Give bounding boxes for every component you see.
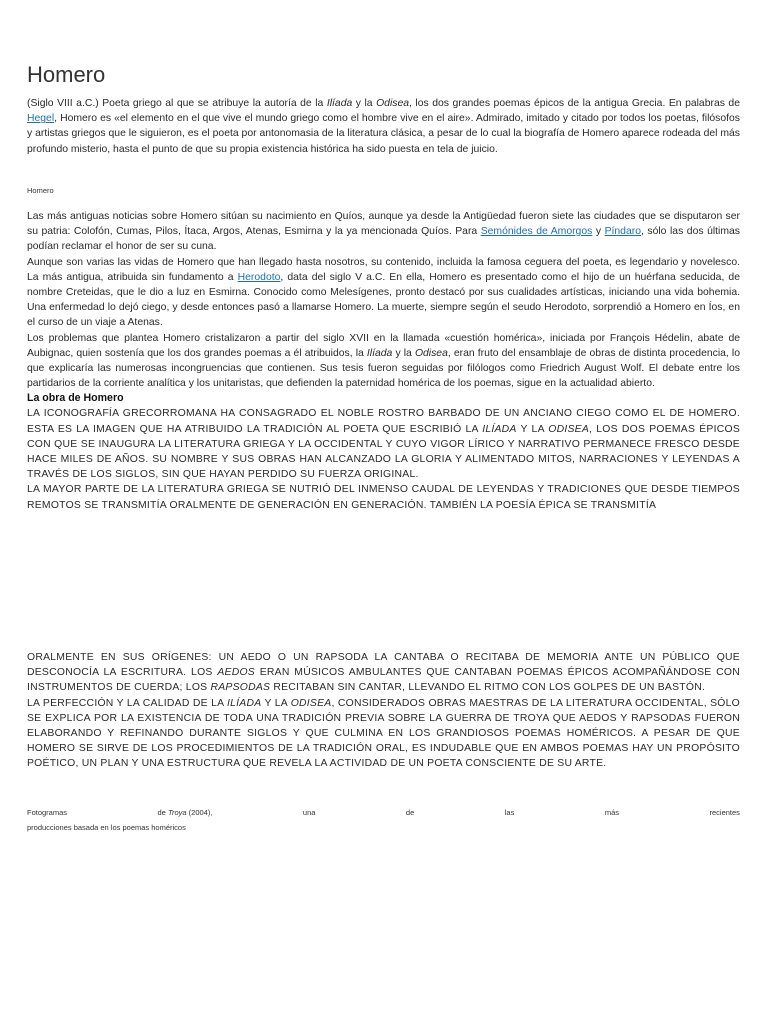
article-body (27, 209, 740, 513)
intro-paragraph (27, 96, 740, 157)
text: , los dos grandes poemas épicos de la antigua Grecia. En palabras de (409, 98, 740, 109)
text: , sólo las dos últimas podían reclamar el honor de ser su cuna. (27, 226, 740, 253)
text: LA PERFECCIÓN Y LA CALIDAD DE LA (27, 697, 227, 709)
text-italic: Troya (167, 808, 187, 817)
caption-line-2: producciones basada en los poemas homéricos (27, 823, 186, 832)
text: y (592, 226, 605, 238)
text-italic: ODISEA (290, 697, 332, 709)
text: y la (392, 347, 415, 359)
photo-caption (27, 805, 740, 835)
text: , CONSIDERADOS OBRAS MAESTRAS DE LA LITERATURA OCCIDENTAL, SÓLO SE EXPLICA POR LA EXISTENCIA DE TODA UNA TRADICIÓN PREVIA SOBRE LA GUERRA DE TROYA QUE AEDOS Y RAPSODAS FUERON ELABORANDO Y REFINANDO DURANTE SIGLOS Y QUE CULMINA EN LOS GRANDIOSOS POEMAS HOMÉRICOS. A PESAR DE QUE HOMERO SE SIRVE DE LOS PROCEDIMIENTOS DE LA TRADICIÓN ORAL, ES INDUDABLE QUE EN AMBOS POEMAS HAY UN PROPÓSITO POÉTICO, UN PLAN Y UNA ESTRUCTURA QUE REVELA LA ACTIVIDAD DE UN POETA CONSCIENTE DE SU ARTE. (27, 697, 740, 770)
page-title: Homero (27, 62, 106, 87)
text: (2004), (186, 808, 213, 817)
caption-word: las (504, 808, 515, 817)
text: Y LA (261, 697, 291, 709)
text-italic: RAPSODAS (210, 682, 271, 694)
text: Aunque son varias las vidas de Homero que han llegado hasta nosotros, su contenido, incluida la famosa ceguera del poeta, es legendario y novelesco. La más antigua, atribuida sin fundamento a (27, 256, 740, 283)
text: Y LA (516, 423, 549, 435)
text-italic: Odisea (414, 347, 448, 359)
text: ERAN MÚSICOS AMBULANTES QUE CANTABAN POEMAS ÉPICOS ACOMPAÑÁNDOSE CON INSTRUMENTOS DE CUERDA; LOS (27, 667, 741, 694)
text-italic: Ilíada (366, 347, 393, 359)
link-pindaro[interactable]: Píndaro (604, 226, 641, 238)
paragraph-perfection (27, 696, 740, 772)
link-herodoto[interactable]: Herodoto (237, 271, 281, 283)
caption-word: recientes (709, 808, 740, 817)
caption-word (158, 805, 213, 820)
caption-word: de (405, 808, 415, 817)
paragraph-lives (27, 255, 740, 331)
article-header (27, 60, 740, 157)
paragraph-tradition: LA MAYOR PARTE DE LA LITERATURA GRIEGA SE NUTRIÓ DEL INMENSO CAUDAL DE LEYENDAS Y TRADICIONES QUE DESDE TIEMPOS REMOTOS SE TRANSMITÍA ORALMENTE DE GENERACIÓN EN GENERACIÓN. TAMBIÉN LA POESÍA ÉPICA SE TRANSMITÍA (27, 484, 740, 511)
text: , Homero es «el elemento en el que vive el mundo griego como el hombre vive en el aire». Admirado, imitado y citado por todos los poetas, filósofos y artistas griegos que le siguieron, es el poeta por antonomasia de la literatura clásica, a pesar de lo cual la biografía de Homero aparece rodeada del más profundo misterio, hasta el punto de que su propia existencia histórica ha sido puesta en tela de juicio. (27, 113, 740, 155)
caption-word: una (302, 808, 316, 817)
article-body-continued (27, 650, 740, 772)
image-caption: Homero (27, 186, 54, 195)
text: ORALMENTE EN SUS ORÍGENES: UN AEDO O UN RAPSODA LA CANTABA O RECITABA DE MEMORIA ANTE UN PÚBLICO QUE DESCONOCÍA LA ESCRITURA. LOS (27, 652, 740, 679)
text-italic: ODISEA (548, 423, 590, 435)
caption-line-1 (27, 805, 740, 820)
caption-word: Fotogramas (27, 808, 68, 817)
text-italic: Ilíada (326, 98, 353, 109)
text: y la (352, 98, 377, 109)
link-hegel[interactable]: Hegel (27, 113, 55, 125)
text: , data del siglo V a.C. En ella, Homero es presentado como el hijo de un huérfana seducida, de nombre Creteidas, que le dio a luz en Esmirna. Conocido como Melesígenes, pronto destacó por sus cualidades artísticas, iniciando una vida bohemia. Una enfermedad lo dejó ciego, y desde entonces pasó a llamarse Homero. La muerte, siempre según el seudo Herodoto, sorprendió a Homero en Íos, en el curso de un viaje a Atenas. (27, 271, 740, 329)
text: Las más antiguas noticias sobre Homero sitúan su nacimiento en Quíos, aunque ya desde la Antigüedad fueron siete las ciudades que se disputaron ser su patria: Colofón, Cumas, Pilos, Ítaca, Argos, Atenas, Esmirna y la ya mencionada Quíos. Para (27, 211, 740, 238)
text: , LOS DOS POEMAS ÉPICOS CON QUE SE INAUGURA LA LITERATURA GRIEGA Y LA OCCIDENTAL Y CUYO VIGOR LÍRICO Y NARRATIVO PERMANECE FRESCO DESDE HACE MILES DE AÑOS. SU NOMBRE Y SUS OBRAS HAN ALCANZADO LA GLORIA Y ALIMENTADO MITOS, NARRACIONES Y LEYENDAS A TRAVÉS DE LOS SIGLOS, SIN QUE HAYAN PERDIDO SU FUERZA ORIGINAL. (27, 423, 741, 481)
caption-word: más (604, 808, 619, 817)
section-title: La obra de Homero (27, 392, 124, 405)
text: de (157, 808, 168, 817)
paragraph-oral (27, 650, 740, 696)
text-italic: ILÍADA (227, 697, 262, 709)
text: RECITABAN SIN CANTAR, LLEVANDO EL RITMO CON LOS GOLPES DE UN BASTÓN. (270, 682, 706, 694)
paragraph-question (27, 331, 740, 392)
paragraph-iconography (27, 406, 740, 482)
text-italic: Odisea (376, 98, 410, 109)
text: Los problemas que plantea Homero cristalizaron a partir del siglo XVII en la llamada «cuestión homérica», iniciada por François Hédelin, abate de Aubignac, quien sostenía que los dos grandes poemas a él atribuidos, la (27, 332, 740, 359)
text: , eran fruto del ensamblaje de obras de distinta procedencia, lo que explicaría las numerosas incongruencias que contienen. Sus tesis fueron seguidas por filólogos como Friedrich August Wolf. El debate entre los partidarios de la corriente analítica y los unitaristas, que defienden la paternidad homérica de los poemas, sigue en la actualidad abierto. (27, 347, 740, 390)
paragraph-origins (27, 209, 740, 255)
text-italic: AEDOS (217, 667, 255, 679)
text-italic: ILÍADA (482, 423, 517, 435)
text: (Siglo VIII a.C.) Poeta griego al que se atribuye la autoría de la (27, 98, 327, 109)
text: LA ICONOGRAFÍA GRECORROMANA HA CONSAGRADO EL NOBLE ROSTRO BARBADO DE UN ANCIANO CIEGO COMO EL DE HOMERO. ESTA ES LA IMAGEN QUE HA ATRIBUIDO LA TRADICIÓN AL POETA QUE ESCRIBIÓ LA (27, 408, 740, 435)
link-semonides[interactable]: Semónides de Amorgos (480, 226, 593, 238)
